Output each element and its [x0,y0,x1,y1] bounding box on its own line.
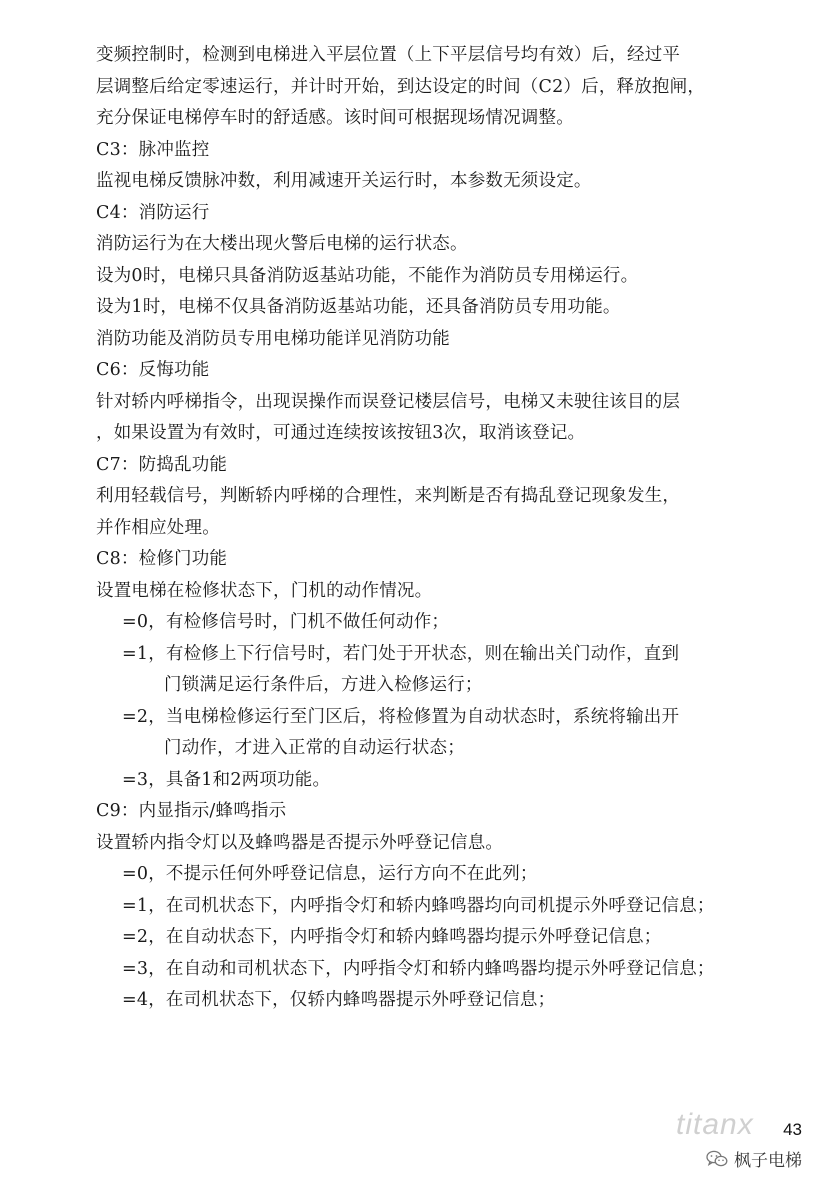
text-line: 设为1时，电梯不仅具备消防返基站功能，还具备消防员专用功能。 [96,297,621,317]
text-line: 消防运行为在大楼出现火警后电梯的运行状态。 [96,234,468,254]
brand-name: 枫子电梯 [734,1151,802,1171]
text-line: 门锁满足运行条件后，方进入检修运行； [164,675,483,695]
text-line: 消防功能及消防员专用电梯功能详见消防功能 [96,328,450,349]
text-line: =3，具备1和2两项功能。 [122,769,331,790]
text-line: 并作相应处理。 [96,517,220,538]
text-line: C7：防捣乱功能 [96,454,228,475]
text-line: 针对轿内呼梯指令，出现误操作而误登记楼层信号，电梯又未驶往该目的层 [96,391,681,412]
text-line: =2，当电梯检修运行至门区后，将检修置为自动状态时，系统将输出开 [122,706,680,727]
brand-footer [706,1146,802,1171]
text-line: =4，在司机状态下，仅轿内蜂鸣器提示外呼登记信息； [122,990,556,1010]
text-line: 设置轿内指令灯以及蜂鸣器是否提示外呼登记信息。 [96,832,504,853]
text-line: 门动作，才进入正常的自动运行状态； [164,738,465,758]
text-line: ，如果设置为有效时，可通过连续按该按钮3次，取消该登记。 [96,423,586,443]
wechat-icon [706,1150,728,1168]
watermark-text: titanx [676,1108,754,1141]
text-line: =1，在司机状态下，内呼指令灯和轿内蜂鸣器均向司机提示外呼登记信息； [122,895,715,916]
text-line: =2，在自动状态下，内呼指令灯和轿内蜂鸣器均提示外呼登记信息； [122,927,662,947]
page-number: 43 [783,1120,802,1139]
text-line: C3：脉冲监控 [96,139,210,160]
text-line: C9：内显指示/蜂鸣指示 [96,801,287,821]
text-line: 设为0时，电梯只具备消防返基站功能，不能作为消防员专用梯运行。 [96,265,639,286]
text-line: 设置电梯在检修状态下，门机的动作情况。 [96,580,433,601]
text-line: =0，有检修信号时，门机不做任何动作； [122,612,450,632]
text-line: C8：检修门功能 [96,549,228,569]
text-line: =1，有检修上下行信号时，若门处于开状态，则在输出关门动作，直到 [122,643,680,664]
text-line: 变频控制时，检测到电梯进入平层位置（上下平层信号均有效）后，经过平 [96,45,681,65]
document-body [96,40,796,1017]
text-line: 充分保证电梯停车时的舒适感。该时间可根据现场情况调整。 [96,108,574,128]
text-line: =3，在自动和司机状态下，内呼指令灯和轿内蜂鸣器均提示外呼登记信息； [122,958,715,979]
text-line: =0，不提示任何外呼登记信息，运行方向不在此列； [122,864,538,884]
text-line: C4：消防运行 [96,202,210,223]
text-line: 层调整后给定零速运行，并计时开始，到达设定的时间（C2）后，释放抱闸， [96,76,706,97]
text-line: 监视电梯反馈脉冲数，利用减速开关运行时，本参数无须设定。 [96,171,592,191]
text-line: 利用轻载信号，判断轿内呼梯的合理性，来判断是否有捣乱登记现象发生， [96,486,681,506]
text-line: C6：反悔功能 [96,360,210,380]
